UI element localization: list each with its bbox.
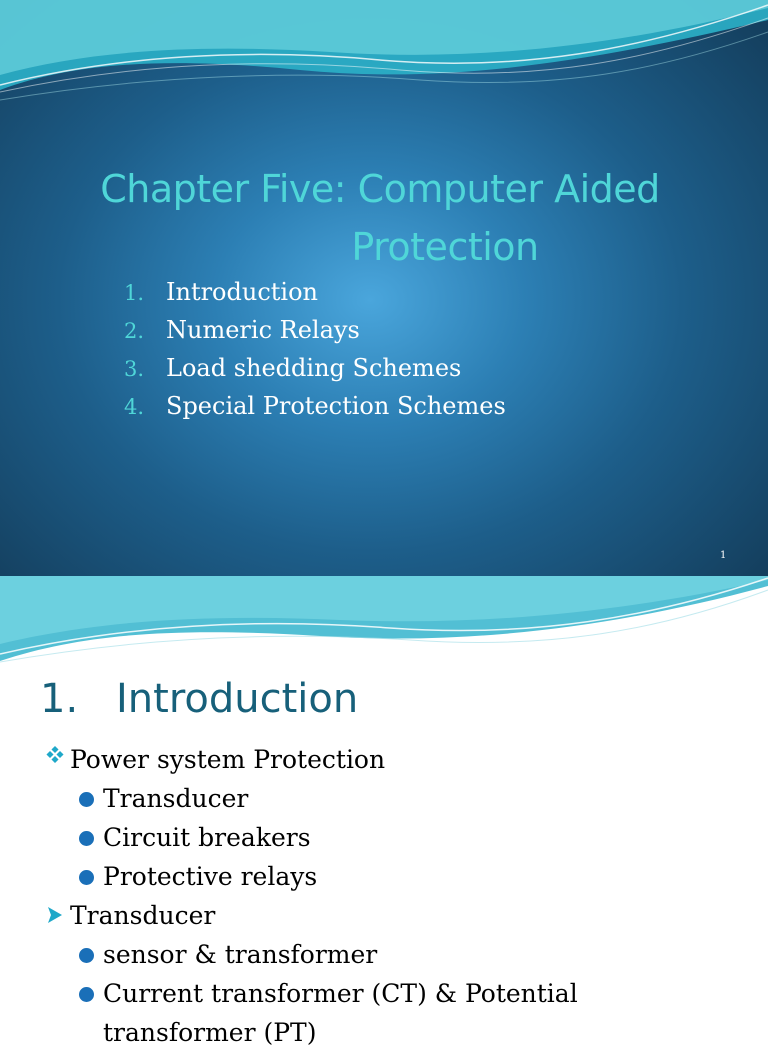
dot-bullet-icon: [79, 974, 94, 1013]
outline-number: 3.: [124, 357, 145, 381]
outline-number: 2.: [124, 319, 145, 343]
item-text: Circuit breakers: [103, 823, 311, 852]
page-number: 1: [720, 550, 727, 561]
item-text: Transducer: [103, 784, 249, 813]
slide-title-line2: Protection: [351, 225, 539, 269]
wave-decoration: [0, 0, 768, 110]
item-text: Protective relays: [103, 862, 318, 891]
outline-item: [124, 387, 506, 425]
item-text: Current transformer (CT) & Potential: [103, 979, 578, 1008]
list-item: [44, 857, 578, 896]
outline-item: [124, 311, 506, 349]
list-item: [44, 1013, 578, 1052]
outline-number: 1.: [124, 281, 145, 305]
item-text: sensor & transformer: [103, 940, 378, 969]
list-item: [44, 740, 578, 779]
list-item: [44, 896, 578, 935]
wave-decoration: [0, 576, 768, 666]
dot-bullet-icon: [79, 935, 94, 974]
chapter-outline: [124, 273, 506, 425]
list-item: [44, 818, 578, 857]
section-heading: [40, 676, 358, 722]
section-title: Introduction: [116, 676, 359, 722]
dot-bullet-icon: [79, 857, 94, 896]
item-text: Transducer: [70, 901, 216, 930]
outline-label: Special Protection Schemes: [166, 392, 506, 420]
arrow-bullet-icon: [44, 896, 66, 937]
outline-label: Introduction: [166, 278, 318, 306]
dot-bullet-icon: [79, 779, 94, 818]
content-slide: [0, 576, 768, 1047]
outline-label: Load shedding Schemes: [166, 354, 462, 382]
slide-title: [30, 160, 730, 276]
outline-item: [124, 273, 506, 311]
bullet-list: [44, 740, 578, 1052]
list-item: [44, 935, 578, 974]
item-text: Power system Protection: [70, 745, 386, 774]
outline-item: [124, 349, 506, 387]
item-text: transformer (PT): [103, 1018, 317, 1047]
slide-title-line1: Chapter Five: Computer Aided: [100, 167, 660, 211]
list-item: [44, 974, 578, 1013]
dot-bullet-icon: [79, 818, 94, 857]
section-number: 1.: [40, 676, 79, 722]
outline-label: Numeric Relays: [166, 316, 360, 344]
outline-number: 4.: [124, 395, 145, 419]
diamond-bullet-icon: [44, 740, 66, 779]
list-item: [44, 779, 578, 818]
